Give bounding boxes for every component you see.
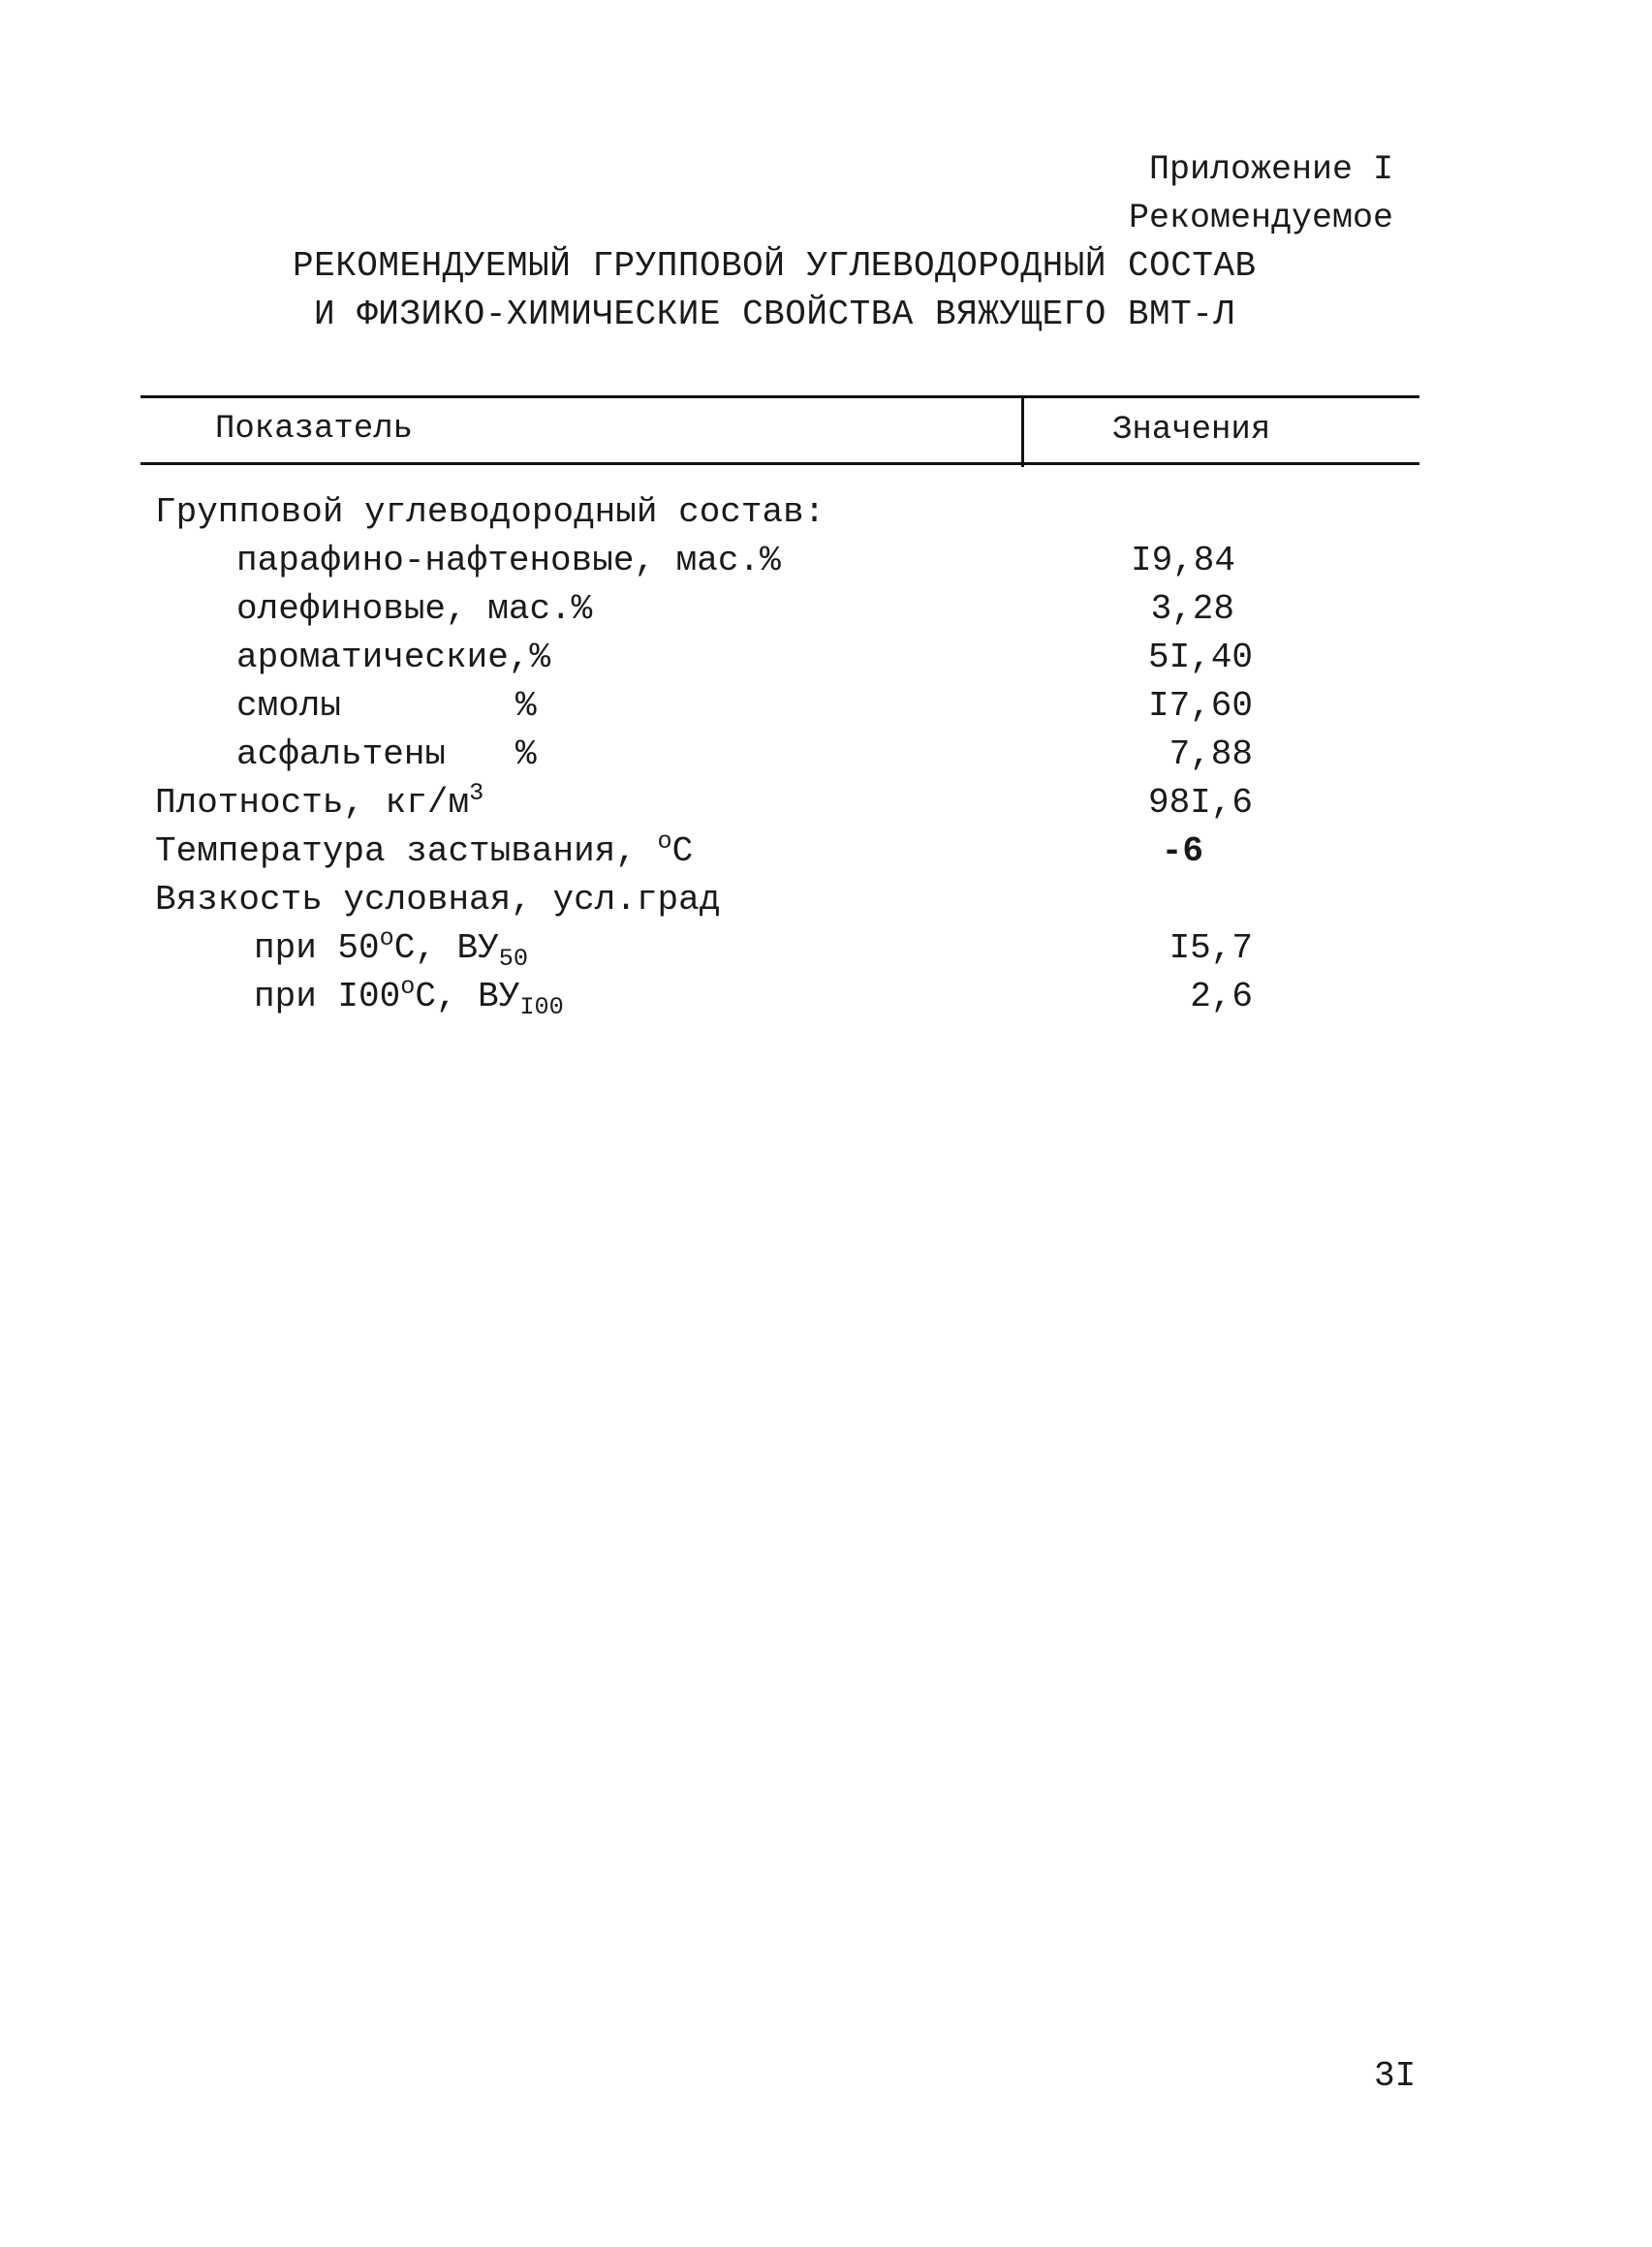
appendix-status: Рекомендуемое — [1129, 199, 1394, 237]
table-row-label: Температура застывания, $^о$С — [155, 827, 694, 871]
table-row-value: 3,28 — [1150, 589, 1234, 629]
table-row-label: при $50^оС$, $ВУ_{50}$ — [254, 924, 529, 974]
superscript: о — [657, 827, 672, 856]
table-row-value: 98I,6 — [1147, 783, 1253, 823]
table-row-value: I5,7 — [1169, 928, 1253, 968]
table-row-label: Групповой углеводородный состав: — [155, 492, 826, 532]
table-row-label: ароматические,% — [236, 638, 551, 677]
superscript: 3 — [469, 779, 484, 807]
table-row-label: смолы — [236, 686, 342, 726]
table-row-value: 5I,40 — [1147, 638, 1253, 677]
table-row-unit: % — [515, 686, 537, 726]
table-row-value: I9,84 — [1130, 541, 1235, 580]
table-row-value: 7,88 — [1169, 734, 1253, 774]
table-row-value: I7,60 — [1147, 686, 1253, 726]
superscript: о — [379, 924, 394, 952]
subscript: I00 — [519, 993, 564, 1022]
table-header-rule — [140, 462, 1419, 465]
table-row-label: Вязкость условная, усл.град — [155, 880, 721, 920]
superscript: о — [400, 973, 416, 1001]
header-values: Значения — [1112, 412, 1271, 449]
table-top-rule — [140, 395, 1419, 398]
table-row-label: Плотность, $кг/м^3$ — [155, 779, 484, 823]
title-line-2: И ФИЗИКО-ХИМИЧЕСКИЕ СВОЙСТВА ВЯЖУЩЕГО ВМТ-Л — [314, 295, 1235, 334]
table-row-value: 2,6 — [1190, 977, 1253, 1016]
appendix-label: Приложение I — [1149, 150, 1394, 189]
table-row-value: -6 — [1161, 831, 1203, 871]
header-indicator: Показатель — [215, 411, 414, 448]
table-row-unit: % — [515, 734, 537, 774]
title-line-1: РЕКОМЕНДУЕМЫЙ ГРУППОВОЙ УГЛЕВОДОРОДНЫЙ СОСТАВ — [293, 246, 1257, 286]
subscript: 50 — [498, 945, 529, 974]
table-row-label: при $I00^оС$, $ВУ_{I00}$ — [254, 973, 564, 1022]
table-row-label: олефиновые, мас.% — [236, 589, 593, 629]
table-row-label: парафино-нафтеновые, мас.% — [236, 541, 781, 580]
table-row-label: асфальтены — [236, 734, 447, 774]
table-column-divider — [1021, 397, 1024, 467]
page-number: 3I — [1374, 2056, 1417, 2096]
